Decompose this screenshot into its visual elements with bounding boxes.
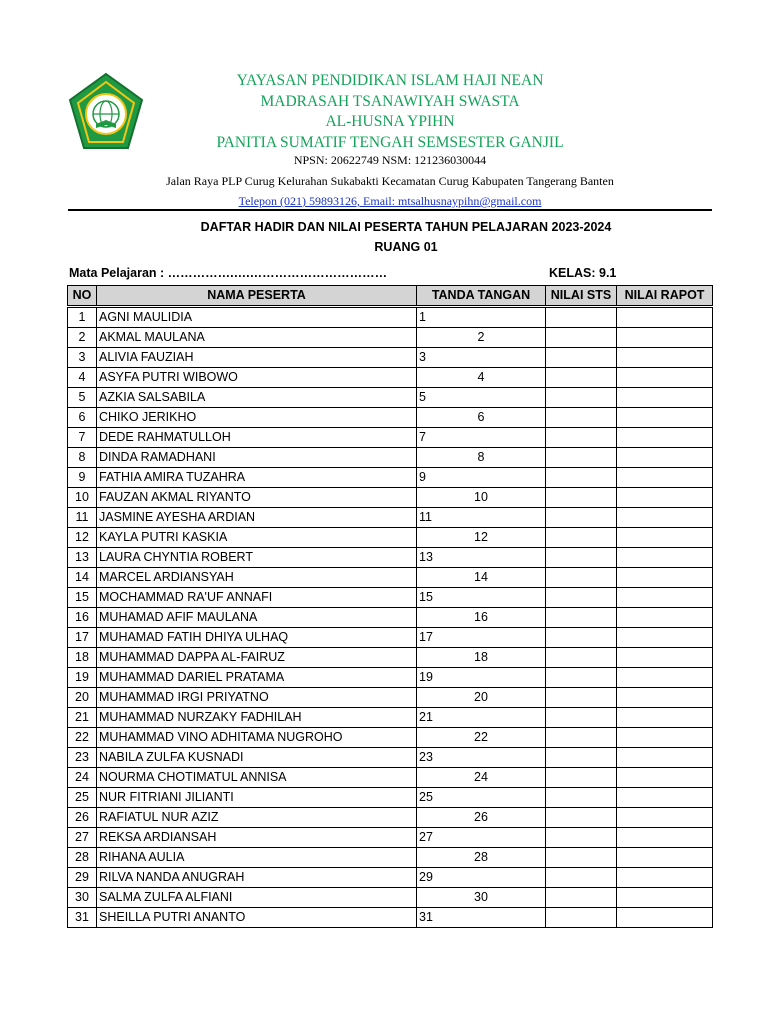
sts-score-cell[interactable] (546, 748, 617, 768)
row-number: 15 (68, 588, 97, 608)
report-score-cell[interactable] (617, 388, 713, 408)
signature-cell[interactable]: 22 (417, 728, 546, 748)
table-row (68, 808, 713, 828)
signature-cell[interactable]: 30 (417, 888, 546, 908)
row-number: 30 (68, 888, 97, 908)
report-score-cell[interactable] (617, 448, 713, 468)
participant-name: MUHAMAD FATIH DHIYA ULHAQ (97, 628, 417, 648)
foundation-name: YAYASAN PENDIDIKAN ISLAM HAJI NEAN (236, 72, 544, 89)
row-number: 26 (68, 808, 97, 828)
report-score-cell[interactable] (617, 768, 713, 788)
row-number: 11 (68, 508, 97, 528)
row-number: 13 (68, 548, 97, 568)
table-row (68, 648, 713, 668)
column-header-signature: TANDA TANGAN (417, 286, 546, 307)
row-number: 31 (68, 908, 97, 928)
row-number: 28 (68, 848, 97, 868)
signature-cell[interactable]: 14 (417, 568, 546, 588)
signature-cell[interactable]: 27 (417, 828, 546, 848)
signature-cell[interactable]: 7 (417, 428, 546, 448)
sts-score-cell[interactable] (546, 348, 617, 368)
row-number: 12 (68, 528, 97, 548)
class-label: KELAS: 9.1 (549, 266, 617, 280)
participant-name: JASMINE AYESHA ARDIAN (97, 508, 417, 528)
report-score-cell[interactable] (617, 588, 713, 608)
report-score-cell[interactable] (617, 708, 713, 728)
signature-cell[interactable]: 5 (417, 388, 546, 408)
row-number: 14 (68, 568, 97, 588)
table-row (68, 848, 713, 868)
participant-name: MUHAMMAD VINO ADHITAMA NUGROHO (97, 728, 417, 748)
signature-cell[interactable]: 31 (417, 908, 546, 928)
row-number: 4 (68, 368, 97, 388)
participant-name: MUHAMMAD IRGI PRIYATNO (97, 688, 417, 708)
signature-cell[interactable]: 25 (417, 788, 546, 808)
report-score-cell[interactable] (617, 868, 713, 888)
participant-name: RIHANA AULIA (97, 848, 417, 868)
participant-name: DEDE RAHMATULLOH (97, 428, 417, 448)
sts-score-cell[interactable] (546, 908, 617, 928)
report-score-cell[interactable] (617, 688, 713, 708)
row-number: 17 (68, 628, 97, 648)
participant-name: NUR FITRIANI JILIANTI (97, 788, 417, 808)
table-row (68, 668, 713, 688)
school-ids: NPSN: 20622749 NSM: 121236030044 (293, 153, 487, 167)
report-score-cell[interactable] (617, 648, 713, 668)
report-score-cell[interactable] (617, 348, 713, 368)
report-score-cell[interactable] (617, 628, 713, 648)
table-row (68, 868, 713, 888)
school-type: MADRASAH TSANAWIYAH SWASTA (260, 93, 520, 110)
sts-score-cell[interactable] (546, 868, 617, 888)
attendance-table (67, 285, 713, 928)
signature-cell[interactable]: 11 (417, 508, 546, 528)
sts-score-cell[interactable] (546, 668, 617, 688)
row-number: 6 (68, 408, 97, 428)
signature-cell[interactable]: 16 (417, 608, 546, 628)
table-row (68, 448, 713, 468)
row-number: 21 (68, 708, 97, 728)
table-row (68, 368, 713, 388)
report-score-cell[interactable] (617, 548, 713, 568)
table-row (68, 608, 713, 628)
column-header-report-score: NILAI RAPOT (617, 286, 713, 307)
row-number: 19 (68, 668, 97, 688)
row-number: 2 (68, 328, 97, 348)
report-score-cell[interactable] (617, 307, 713, 328)
row-number: 16 (68, 608, 97, 628)
sts-score-cell[interactable] (546, 788, 617, 808)
participant-name: CHIKO JERIKHO (97, 408, 417, 428)
report-score-cell[interactable] (617, 888, 713, 908)
signature-cell[interactable]: 18 (417, 648, 546, 668)
report-score-cell[interactable] (617, 508, 713, 528)
participant-name: MUHAMMAD DAPPA AL-FAIRUZ (97, 648, 417, 668)
sts-score-cell[interactable] (546, 628, 617, 648)
signature-cell[interactable]: 26 (417, 808, 546, 828)
committee-name: PANITIA SUMATIF TENGAH SEMSESTER GANJIL (216, 134, 564, 151)
column-header-sts-score: NILAI STS (546, 286, 617, 307)
sts-score-cell[interactable] (546, 448, 617, 468)
report-score-cell[interactable] (617, 528, 713, 548)
participant-name: SALMA ZULFA ALFIANI (97, 888, 417, 908)
row-number: 22 (68, 728, 97, 748)
table-row (68, 408, 713, 428)
table-row (68, 508, 713, 528)
participant-name: NOURMA CHOTIMATUL ANNISA (97, 768, 417, 788)
document-title: DAFTAR HADIR DAN NILAI PESERTA TAHUN PELAJARAN 2023-2024 (200, 220, 612, 234)
row-number: 25 (68, 788, 97, 808)
table-row (68, 708, 713, 728)
table-row (68, 768, 713, 788)
table-body (68, 307, 713, 928)
participant-name: MARCEL ARDIANSYAH (97, 568, 417, 588)
sts-score-cell[interactable] (546, 848, 617, 868)
participant-name: MUHAMMAD DARIEL PRATAMA (97, 668, 417, 688)
row-number: 3 (68, 348, 97, 368)
table-row (68, 388, 713, 408)
signature-cell[interactable]: 23 (417, 748, 546, 768)
report-score-cell[interactable] (617, 568, 713, 588)
table-row (68, 568, 713, 588)
row-number: 1 (68, 307, 97, 328)
report-score-cell[interactable] (617, 728, 713, 748)
sts-score-cell[interactable] (546, 608, 617, 628)
sts-score-cell[interactable] (546, 388, 617, 408)
row-number: 5 (68, 388, 97, 408)
participant-name: ASYFA PUTRI WIBOWO (97, 368, 417, 388)
table-row (68, 328, 713, 348)
participant-name: FATHIA AMIRA TUZAHRA (97, 468, 417, 488)
participant-name: AZKIA SALSABILA (97, 388, 417, 408)
row-number: 27 (68, 828, 97, 848)
sts-score-cell[interactable] (546, 568, 617, 588)
report-score-cell[interactable] (617, 368, 713, 388)
signature-cell[interactable]: 9 (417, 468, 546, 488)
participant-name: KAYLA PUTRI KASKIA (97, 528, 417, 548)
sts-score-cell[interactable] (546, 808, 617, 828)
report-score-cell[interactable] (617, 828, 713, 848)
signature-cell[interactable]: 12 (417, 528, 546, 548)
table-row (68, 888, 713, 908)
sts-score-cell[interactable] (546, 708, 617, 728)
report-score-cell[interactable] (617, 608, 713, 628)
school-logo (68, 72, 144, 152)
sts-score-cell[interactable] (546, 468, 617, 488)
table-row (68, 748, 713, 768)
signature-cell[interactable]: 2 (417, 328, 546, 348)
signature-cell[interactable]: 8 (417, 448, 546, 468)
signature-cell[interactable]: 3 (417, 348, 546, 368)
row-number: 24 (68, 768, 97, 788)
signature-cell[interactable]: 28 (417, 848, 546, 868)
participant-name: DINDA RAMADHANI (97, 448, 417, 468)
sts-score-cell[interactable] (546, 888, 617, 908)
header-divider (68, 209, 712, 211)
participant-name: AKMAL MAULANA (97, 328, 417, 348)
sts-score-cell[interactable] (546, 328, 617, 348)
subject-field: Mata Pelajaran : …………….….…………………………… (69, 266, 388, 280)
sts-score-cell[interactable] (546, 307, 617, 328)
participant-name: FAUZAN AKMAL RIYANTO (97, 488, 417, 508)
participant-name: LAURA CHYNTIA ROBERT (97, 548, 417, 568)
sts-score-cell[interactable] (546, 528, 617, 548)
table-row (68, 628, 713, 648)
table-row (68, 728, 713, 748)
report-score-cell[interactable] (617, 488, 713, 508)
table-row (68, 588, 713, 608)
row-number: 29 (68, 868, 97, 888)
sts-score-cell[interactable] (546, 588, 617, 608)
row-number: 8 (68, 448, 97, 468)
school-name: AL-HUSNA YPIHN (325, 113, 455, 130)
room-title: RUANG 01 (374, 240, 438, 254)
sts-score-cell[interactable] (546, 428, 617, 448)
signature-cell[interactable]: 15 (417, 588, 546, 608)
contact-link[interactable]: Telepon (021) 59893126, Email: mtsalhusnaypihn@gmail.com (238, 194, 542, 208)
table-row (68, 428, 713, 448)
sts-score-cell[interactable] (546, 508, 617, 528)
sts-score-cell[interactable] (546, 768, 617, 788)
participant-name: NABILA ZULFA KUSNADI (97, 748, 417, 768)
signature-cell[interactable]: 13 (417, 548, 546, 568)
table-header-row (68, 286, 713, 307)
sts-score-cell[interactable] (546, 728, 617, 748)
report-score-cell[interactable] (617, 668, 713, 688)
signature-cell[interactable]: 24 (417, 768, 546, 788)
row-number: 9 (68, 468, 97, 488)
report-score-cell[interactable] (617, 428, 713, 448)
report-score-cell[interactable] (617, 408, 713, 428)
signature-cell[interactable]: 6 (417, 408, 546, 428)
sts-score-cell[interactable] (546, 648, 617, 668)
signature-cell[interactable]: 29 (417, 868, 546, 888)
report-score-cell[interactable] (617, 848, 713, 868)
sts-score-cell[interactable] (546, 408, 617, 428)
signature-cell[interactable]: 10 (417, 488, 546, 508)
participant-name: RAFIATUL NUR AZIZ (97, 808, 417, 828)
report-score-cell[interactable] (617, 808, 713, 828)
sts-score-cell[interactable] (546, 548, 617, 568)
table-row (68, 307, 713, 328)
row-number: 10 (68, 488, 97, 508)
report-score-cell[interactable] (617, 908, 713, 928)
column-header-name: NAMA PESERTA (97, 286, 417, 307)
column-header-no: NO (68, 286, 97, 307)
signature-cell[interactable]: 21 (417, 708, 546, 728)
signature-cell[interactable]: 17 (417, 628, 546, 648)
participant-name: AGNI MAULIDIA (97, 307, 417, 328)
report-score-cell[interactable] (617, 468, 713, 488)
signature-cell[interactable]: 1 (417, 307, 546, 328)
row-number: 23 (68, 748, 97, 768)
table-row (68, 468, 713, 488)
table-row (68, 688, 713, 708)
participant-name: RILVA NANDA ANUGRAH (97, 868, 417, 888)
report-score-cell[interactable] (617, 788, 713, 808)
sts-score-cell[interactable] (546, 688, 617, 708)
table-row (68, 528, 713, 548)
row-number: 18 (68, 648, 97, 668)
school-address: Jalan Raya PLP Curug Kelurahan Sukabakti Kecamatan Curug Kabupaten Tangerang Banten (166, 174, 614, 188)
signature-cell[interactable]: 20 (417, 688, 546, 708)
report-score-cell[interactable] (617, 748, 713, 768)
sts-score-cell[interactable] (546, 368, 617, 388)
row-number: 7 (68, 428, 97, 448)
report-score-cell[interactable] (617, 328, 713, 348)
table-row (68, 488, 713, 508)
sts-score-cell[interactable] (546, 488, 617, 508)
table-row (68, 548, 713, 568)
table-row (68, 788, 713, 808)
participant-name: MUHAMAD AFIF MAULANA (97, 608, 417, 628)
participant-name: SHEILLA PUTRI ANANTO (97, 908, 417, 928)
table-row (68, 348, 713, 368)
table-row (68, 828, 713, 848)
signature-cell[interactable]: 4 (417, 368, 546, 388)
participant-name: MOCHAMMAD RA'UF ANNAFI (97, 588, 417, 608)
signature-cell[interactable]: 19 (417, 668, 546, 688)
sts-score-cell[interactable] (546, 828, 617, 848)
row-number: 20 (68, 688, 97, 708)
participant-name: REKSA ARDIANSAH (97, 828, 417, 848)
participant-name: ALIVIA FAUZIAH (97, 348, 417, 368)
participant-name: MUHAMMAD NURZAKY FADHILAH (97, 708, 417, 728)
table-row (68, 908, 713, 928)
